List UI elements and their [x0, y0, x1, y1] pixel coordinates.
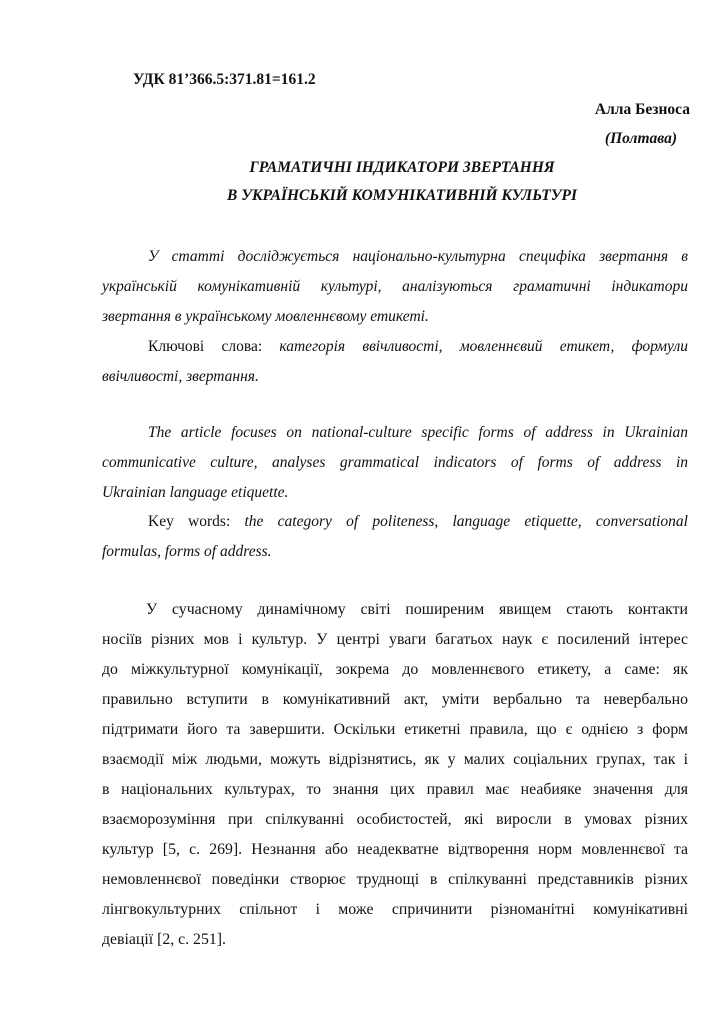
body-text-line: взаємодії між людьми, можуть відрізнятись, як у малих соціальних групах, так і: [102, 751, 688, 768]
body-text-line: носіїв різних мов і культур. У центрі уваги багатьох наук є посилений інтерес: [102, 631, 688, 648]
body-text-line: підтримати його та завершити. Оскільки етикетні правила, що є однією з форм: [102, 721, 688, 738]
body-text-line: в національних культурах, то знання цих правил має неабияке значення для: [102, 781, 688, 798]
keywords-ua-label: Ключові слова:: [148, 338, 263, 355]
keywords-ua-line: ввічливості, звертання.: [102, 368, 259, 385]
body-text-line: лінгвокультурних спільнот і може спричинити різноманітні комунікативні: [102, 901, 688, 918]
body-text-line: правильно вступити в комунікативний акт, уміти вербально та невербально: [102, 691, 688, 708]
body-text-line: до міжкультурної комунікації, зокрема до мовленнєвого етикету, а саме: як: [102, 661, 688, 678]
author-city: (Полтава): [604, 130, 677, 147]
abstract-en-line: communicative culture, analyses grammatical indicators of forms of address in: [102, 454, 688, 471]
body-text-line: культур [5, с. 269]. Незнання або неадекватне відтворення норм мовленнєвої та: [102, 841, 688, 858]
author-name: Алла Безноса: [594, 101, 690, 118]
abstract-ua-line: українській комунікативній культурі, аналізуються граматичні індикатори: [102, 278, 688, 295]
body-text-line: девіації [2, с. 251].: [102, 931, 226, 948]
body-text-line: взаєморозуміння при спілкуванні особистостей, які виросли в умовах різних: [102, 811, 688, 828]
keywords-ua-values: категорія ввічливості, мовленнєвий етикет, формули: [279, 338, 688, 355]
abstract-ua-line: звертання в українському мовленнєвому етикеті.: [102, 308, 429, 325]
body-text-line: У сучасному динамічному світі поширеним явищем стають контакти: [146, 601, 688, 618]
keywords-en-line: [148, 512, 688, 532]
keywords-en-label: Key words:: [148, 513, 231, 530]
udk-code: УДК 81’366.5:371.81=161.2: [133, 71, 316, 88]
article-title-line-2: В УКРАЇНСЬКІЙ КОМУНІКАТИВНІЙ КУЛЬТУРІ: [227, 187, 577, 204]
keywords-ua-line: [148, 337, 688, 357]
abstract-ua-line: У статті досліджується національно-культурна специфіка звертання в: [148, 248, 688, 265]
abstract-en-line: The article focuses on national-culture specific forms of address in Ukrainian: [148, 424, 688, 441]
keywords-en-values: the category of politeness, language etiquette, conversational: [244, 513, 688, 530]
body-text-line: немовленнєвої поведінки створює труднощі в спілкуванні представників різних: [102, 871, 688, 888]
keywords-en-line: formulas, forms of address.: [102, 543, 272, 560]
article-title-line-1: ГРАМАТИЧНІ ІНДИКАТОРИ ЗВЕРТАННЯ: [249, 159, 555, 176]
abstract-en-line: Ukrainian language etiquette.: [102, 484, 289, 501]
